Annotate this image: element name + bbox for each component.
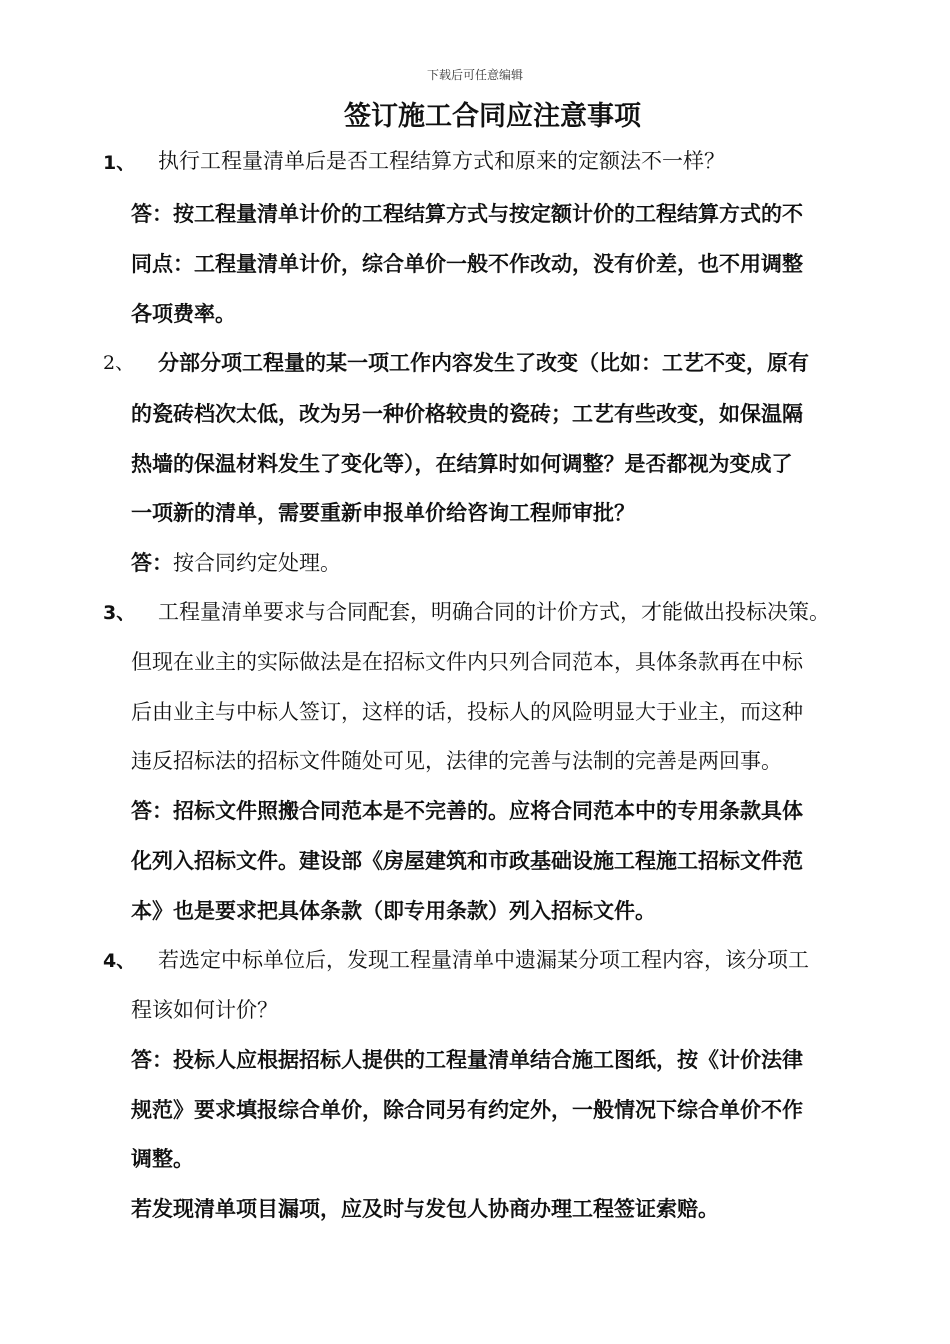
question-3-line-1: 工程量清单要求与合同配套，明确合同的计价方式，才能做出投标决策。 (158, 600, 830, 624)
answer-1-line-3: 各项费率。 (131, 302, 236, 326)
answer-2-text: 按合同约定处理。 (173, 551, 341, 575)
answer-4-line-3: 调整。 (131, 1147, 194, 1171)
question-3-line-4: 违反招标法的招标文件随处可见，法律的完善与法制的完善是两回事。 (131, 749, 782, 773)
answer-4-line-2: 规范》要求填报综合单价，除合同另有约定外，一般情况下综合单价不作 (131, 1098, 803, 1122)
question-3-line-3: 后由业主与中标人签订，这样的话，投标人的风险明显大于业主，而这种 (131, 700, 803, 724)
question-2-line-1: 分部分项工程量的某一项工作内容发生了改变（比如：工艺不变，原有 (158, 351, 809, 375)
item-number-2: 2、 (103, 352, 135, 374)
answer-4-line-4: 若发现清单项目漏项，应及时与发包人协商办理工程签证索赔。 (131, 1197, 719, 1221)
item-number-3: 3、 (103, 602, 136, 624)
answer-3-line-2: 化列入招标文件。建设部《房屋建筑和市政基础设施工程施工招标文件范 (131, 849, 803, 873)
document-title: 签订施工合同应注意事项 (344, 101, 641, 132)
answer-2-line-1 (131, 548, 341, 578)
answer-1-line-2: 同点：工程量清单计价，综合单价一般不作改动，没有价差，也不用调整 (131, 252, 803, 276)
question-2-line-4: 一项新的清单，需要重新申报单价给咨询工程师审批？ (131, 501, 635, 525)
answer-3-line-1: 答：招标文件照搬合同范本是不完善的。应将合同范本中的专用条款具体 (131, 799, 803, 823)
question-2-line-2: 的瓷砖档次太低，改为另一种价格较贵的瓷砖；工艺有些改变，如保温隔 (131, 402, 803, 426)
answer-3-line-3: 本》也是要求把具体条款（即专用条款）列入招标文件。 (131, 899, 656, 923)
item-number-4: 4、 (103, 950, 136, 972)
answer-4-line-1: 答：投标人应根据招标人提供的工程量清单结合施工图纸，按《计价法律 (131, 1048, 803, 1072)
question-2-line-3: 热墙的保温材料发生了变化等），在结算时如何调整？是否都视为变成了 (131, 452, 793, 476)
question-3-line-2: 但现在业主的实际做法是在招标文件内只列合同范本，具体条款再在中标 (131, 650, 803, 674)
item-number-1: 1、 (103, 152, 136, 174)
answer-1-line-1: 答：按工程量清单计价的工程结算方式与按定额计价的工程结算方式的不 (131, 202, 803, 226)
header-note: 下载后可任意编辑 (426, 68, 523, 82)
question-4-line-1: 若选定中标单位后，发现工程量清单中遗漏某分项工程内容，该分项工 (158, 948, 809, 972)
question-4-line-2: 程该如何计价？ (131, 998, 278, 1022)
question-1-line-1: 执行工程量清单后是否工程结算方式和原来的定额法不一样？ (158, 149, 725, 173)
answer-2-prefix: 答： (131, 551, 173, 575)
